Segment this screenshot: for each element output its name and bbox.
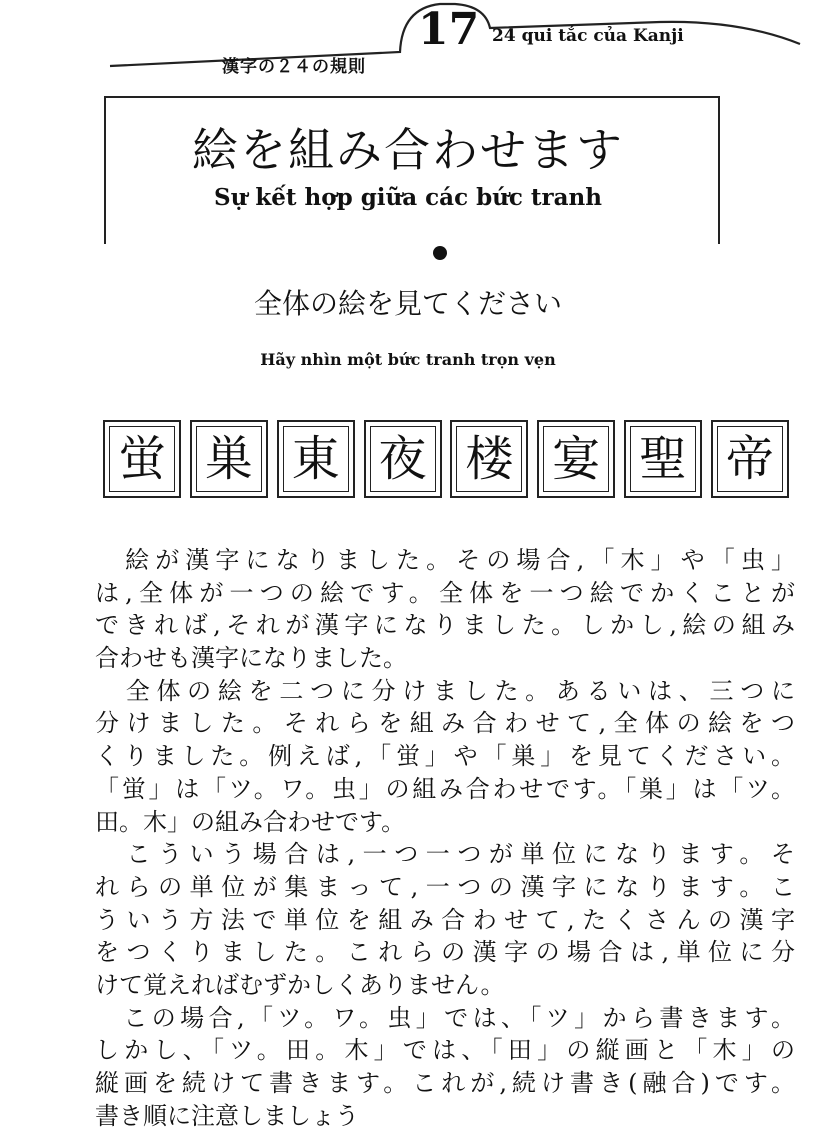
kanji-char: 宴 [543,426,609,492]
body-line: こういう場合は,一つ一つが単位になります。そ [95,840,795,869]
body-line: しかし、「ツ。田。木」では、「田」の縦画と「木」の [95,1036,795,1065]
kanji-example-row [103,420,789,498]
kanji-box [711,420,789,498]
body-line: 縦画を続けて書きます。これが,続け書き(融合)です。 [95,1069,795,1097]
body-line: 全体の絵を二つに分けました。あるいは、三つに [95,676,795,705]
kanji-box [537,420,615,498]
body-line: 書き順に注意しましょう [95,1101,359,1130]
header-book-title-jp: 漢字の２４の規則 [222,57,366,77]
kanji-box [277,420,355,498]
header-book-title-vi: 24 qui tắc của Kanji [492,26,684,46]
page-title-jp: 絵を組み合わせます [192,123,624,177]
kanji-box [364,420,442,498]
bullet-dot-icon [433,246,447,260]
header-rule [0,0,816,110]
kanji-box [103,420,181,498]
kanji-char: 聖 [630,426,696,492]
body-line: 絵が漢字になりました。その場合,「木」や「虫」 [95,546,795,574]
page-title-vi: Sự kết hợp giữa các bức tranh [214,184,602,211]
body-line: この場合,「ツ。ワ。虫」では、「ツ」から書きます。 [95,1003,795,1032]
kanji-char: 東 [283,426,349,492]
kanji-box [190,420,268,498]
body-line: できれば,それが漢字になりました。しかし,絵の組み [95,611,795,640]
kanji-char: 帝 [717,426,783,492]
body-line: は,全体が一つの絵です。全体を一つ絵でかくことが [95,578,795,607]
body-line: 「蛍」は「ツ。ワ。虫」の組み合わせです。「巣」は「ツ。 [95,774,795,803]
body-line: ういう方法で単位を組み合わせて,たくさんの漢字 [95,905,795,934]
body-line: をつくりました。これらの漢字の場合は,単位に分 [95,938,795,967]
kanji-char: 巣 [196,426,262,492]
kanji-char: 楼 [456,426,522,492]
body-line: 合わせも漢字になりました。 [95,644,407,673]
body-line: けて覚えればむずかしくありません。 [95,970,505,999]
body-line: れらの単位が集まって,一つの漢字になります。こ [95,872,795,901]
section-heading-vi: Hãy nhìn một bức tranh trọn vẹn [260,350,556,369]
kanji-box [624,420,702,498]
kanji-char: 夜 [370,426,436,492]
kanji-char: 蛍 [109,426,175,492]
body-line: 分けました。それらを組み合わせて,全体の絵をつ [95,709,795,738]
body-line: くりました。例えば,「蛍」や「巣」を見てください。 [95,742,795,771]
section-heading-jp: 全体の絵を見てください [253,287,562,320]
chapter-number: 17 [418,4,480,55]
body-line: 田。木」の組み合わせです。 [95,807,406,836]
kanji-box [450,420,528,498]
body-text [95,544,795,1132]
